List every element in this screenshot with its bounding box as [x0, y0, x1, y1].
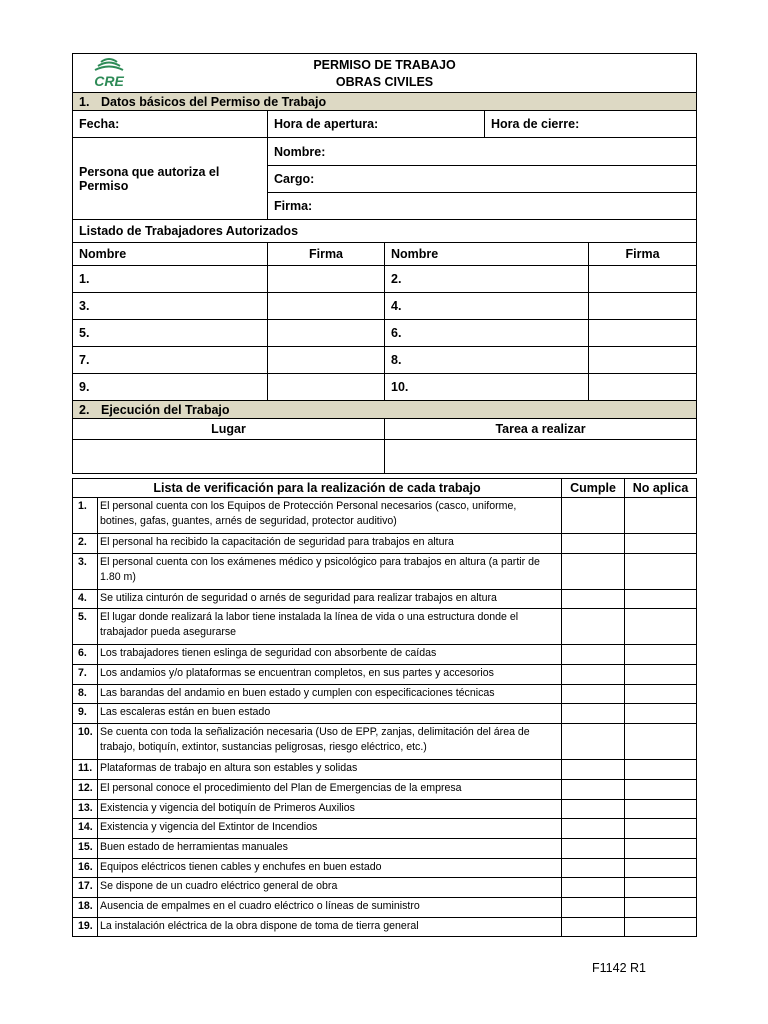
hora-cierre-field[interactable]: Hora de cierre: — [485, 111, 697, 138]
checklist-row — [73, 838, 697, 858]
checklist-item-text: Las barandas del andamio en buen estado y cumplen con especificaciones técnicas — [98, 684, 562, 704]
worker-name-cell[interactable]: 4. — [385, 293, 589, 320]
worker-row — [73, 266, 697, 293]
workers-col-nombre-right: Nombre — [385, 243, 589, 266]
checklist-row — [73, 858, 697, 878]
worker-signature-cell[interactable] — [268, 320, 385, 347]
checklist-item-text: Ausencia de empalmes en el cuadro eléctrico o líneas de suministro — [98, 897, 562, 917]
checklist-row — [73, 704, 697, 724]
checklist-row — [73, 799, 697, 819]
checklist-row — [73, 897, 697, 917]
checklist-item-number: 19. — [73, 917, 98, 937]
worker-name-cell[interactable]: 7. — [73, 347, 268, 374]
worker-name-cell[interactable]: 1. — [73, 266, 268, 293]
worker-row — [73, 293, 697, 320]
no-aplica-checkbox[interactable] — [625, 684, 697, 704]
tarea-input[interactable] — [385, 440, 697, 474]
checklist-row — [73, 609, 697, 645]
form-code: F1142 R1 — [592, 961, 646, 975]
worker-signature-cell[interactable] — [589, 266, 697, 293]
cumple-checkbox[interactable] — [562, 917, 625, 937]
checklist-row — [73, 724, 697, 760]
cumple-checkbox[interactable] — [562, 819, 625, 839]
cre-logo — [89, 56, 129, 90]
checklist-item-text: El personal cuenta con los exámenes médico y psicológico para trabajos en altura (a partir de 1.80 m) — [98, 553, 562, 589]
worker-signature-cell[interactable] — [268, 293, 385, 320]
cumple-checkbox[interactable] — [562, 498, 625, 534]
checklist-item-text: Las escaleras están en buen estado — [98, 704, 562, 724]
worker-name-cell[interactable]: 9. — [73, 374, 268, 401]
checklist-item-number: 14. — [73, 819, 98, 839]
cumple-checkbox[interactable] — [562, 645, 625, 665]
checklist-item-number: 15. — [73, 838, 98, 858]
worker-name-cell[interactable]: 6. — [385, 320, 589, 347]
cumple-checkbox[interactable] — [562, 534, 625, 554]
checklist-item-text: Existencia y vigencia del botiquín de Primeros Auxilios — [98, 799, 562, 819]
checklist-item-text: El personal cuenta con los Equipos de Protección Personal necesarios (casco, uniforme, botines, gafas, guantes, arnés de seguridad, protector auditivo) — [98, 498, 562, 534]
hora-apertura-field[interactable]: Hora de apertura: — [268, 111, 485, 138]
form-header — [73, 54, 697, 93]
worker-name-cell[interactable]: 5. — [73, 320, 268, 347]
checklist-item-number: 10. — [73, 724, 98, 760]
form-subtitle: OBRAS CIVILES — [335, 75, 434, 89]
no-aplica-checkbox[interactable] — [625, 609, 697, 645]
autoriza-cargo-field[interactable]: Cargo: — [268, 166, 697, 193]
no-aplica-checkbox[interactable] — [625, 779, 697, 799]
no-aplica-checkbox[interactable] — [625, 665, 697, 685]
checklist-row — [73, 819, 697, 839]
workers-col-firma-right: Firma — [589, 243, 697, 266]
section-1-header: 1. Datos básicos del Permiso de Trabajo — [73, 93, 697, 111]
checklist-row — [73, 534, 697, 554]
worker-signature-cell[interactable] — [268, 266, 385, 293]
checklist-item-number: 5. — [73, 609, 98, 645]
checklist-title: Lista de verificación para la realización de cada trabajo — [73, 479, 562, 498]
autoriza-firma-field[interactable]: Firma: — [268, 193, 697, 220]
checklist-item-number: 8. — [73, 684, 98, 704]
form-title: PERMISO DE TRABAJO — [313, 58, 456, 72]
tarea-header: Tarea a realizar — [385, 419, 697, 440]
workers-col-nombre-left: Nombre — [73, 243, 268, 266]
no-aplica-checkbox[interactable] — [625, 553, 697, 589]
checklist-item-text: La instalación eléctrica de la obra dispone de toma de tierra general — [98, 917, 562, 937]
cumple-checkbox[interactable] — [562, 897, 625, 917]
checklist-row — [73, 589, 697, 609]
no-aplica-checkbox[interactable] — [625, 760, 697, 780]
checklist-item-number: 9. — [73, 704, 98, 724]
no-aplica-checkbox[interactable] — [625, 897, 697, 917]
cumple-checkbox[interactable] — [562, 724, 625, 760]
checklist-row — [73, 760, 697, 780]
checklist-item-text: Buen estado de herramientas manuales — [98, 838, 562, 858]
no-aplica-checkbox[interactable] — [625, 645, 697, 665]
autoriza-nombre-field[interactable]: Nombre: — [268, 138, 697, 166]
checklist-item-text: Plataformas de trabajo en altura son estables y solidas — [98, 760, 562, 780]
no-aplica-checkbox[interactable] — [625, 534, 697, 554]
worker-signature-cell[interactable] — [268, 374, 385, 401]
checklist-item-text: Se utiliza cinturón de seguridad o arnés de seguridad para realizar trabajos en altura — [98, 589, 562, 609]
checklist-item-number: 12. — [73, 779, 98, 799]
cumple-checkbox[interactable] — [562, 858, 625, 878]
checklist-item-number: 3. — [73, 553, 98, 589]
no-aplica-checkbox[interactable] — [625, 858, 697, 878]
cumple-checkbox[interactable] — [562, 799, 625, 819]
col-cumple-header: Cumple — [562, 479, 625, 498]
checklist-item-number: 18. — [73, 897, 98, 917]
checklist-row — [73, 553, 697, 589]
cumple-checkbox[interactable] — [562, 779, 625, 799]
lugar-header: Lugar — [73, 419, 385, 440]
checklist-item-number: 2. — [73, 534, 98, 554]
cumple-checkbox[interactable] — [562, 589, 625, 609]
section-2-header: 2. Ejecución del Trabajo — [73, 401, 697, 419]
checklist-row — [73, 684, 697, 704]
cumple-checkbox[interactable] — [562, 684, 625, 704]
no-aplica-checkbox[interactable] — [625, 724, 697, 760]
checklist-item-number: 16. — [73, 858, 98, 878]
worker-name-cell[interactable]: 2. — [385, 266, 589, 293]
no-aplica-checkbox[interactable] — [625, 819, 697, 839]
checklist-row — [73, 665, 697, 685]
checklist-row — [73, 779, 697, 799]
checklist-item-number: 1. — [73, 498, 98, 534]
checklist-item-number: 17. — [73, 878, 98, 898]
checklist-item-number: 6. — [73, 645, 98, 665]
worker-row — [73, 347, 697, 374]
cumple-checkbox[interactable] — [562, 665, 625, 685]
worker-name-cell[interactable]: 3. — [73, 293, 268, 320]
worker-signature-cell[interactable] — [589, 374, 697, 401]
cumple-checkbox[interactable] — [562, 553, 625, 589]
worker-signature-cell[interactable] — [268, 347, 385, 374]
worker-row — [73, 374, 697, 401]
no-aplica-checkbox[interactable] — [625, 838, 697, 858]
checklist-item-number: 7. — [73, 665, 98, 685]
workers-col-firma-left: Firma — [268, 243, 385, 266]
no-aplica-checkbox[interactable] — [625, 878, 697, 898]
cumple-checkbox[interactable] — [562, 760, 625, 780]
checklist-table — [72, 478, 697, 937]
workers-list-title: Listado de Trabajadores Autorizados — [73, 220, 697, 243]
checklist-item-text: Equipos eléctricos tienen cables y enchufes en buen estado — [98, 858, 562, 878]
checklist-row — [73, 645, 697, 665]
worker-row — [73, 320, 697, 347]
no-aplica-checkbox[interactable] — [625, 498, 697, 534]
checklist-item-text: Los trabajadores tienen eslinga de seguridad con absorbente de caídas — [98, 645, 562, 665]
col-no-aplica-header: No aplica — [625, 479, 697, 498]
checklist-item-number: 4. — [73, 589, 98, 609]
cumple-checkbox[interactable] — [562, 838, 625, 858]
worker-name-cell[interactable]: 10. — [385, 374, 589, 401]
checklist-item-text: El personal ha recibido la capacitación de seguridad para trabajos en altura — [98, 534, 562, 554]
checklist-item-number: 13. — [73, 799, 98, 819]
checklist-item-text: Los andamios y/o plataformas se encuentran completos, en sus partes y accesorios — [98, 665, 562, 685]
permit-form-main — [72, 53, 697, 474]
no-aplica-checkbox[interactable] — [625, 799, 697, 819]
worker-name-cell[interactable]: 8. — [385, 347, 589, 374]
cumple-checkbox[interactable] — [562, 609, 625, 645]
svg-text:CRE: CRE — [94, 73, 124, 89]
lugar-input[interactable] — [73, 440, 385, 474]
worker-signature-cell[interactable] — [589, 320, 697, 347]
no-aplica-checkbox[interactable] — [625, 589, 697, 609]
checklist-item-text: Existencia y vigencia del Extintor de Incendios — [98, 819, 562, 839]
checklist-item-text: Se dispone de un cuadro eléctrico general de obra — [98, 878, 562, 898]
checklist-row — [73, 878, 697, 898]
fecha-field[interactable]: Fecha: — [73, 111, 268, 138]
worker-signature-cell[interactable] — [589, 347, 697, 374]
autoriza-label: Persona que autoriza el Permiso — [73, 138, 268, 220]
no-aplica-checkbox[interactable] — [625, 704, 697, 724]
checklist-item-text: El lugar donde realizará la labor tiene instalada la línea de vida o una estructura donde el trabajador pueda asegurarse — [98, 609, 562, 645]
no-aplica-checkbox[interactable] — [625, 917, 697, 937]
checklist-item-number: 11. — [73, 760, 98, 780]
worker-signature-cell[interactable] — [589, 293, 697, 320]
cumple-checkbox[interactable] — [562, 878, 625, 898]
checklist-row — [73, 917, 697, 937]
checklist-item-text: El personal conoce el procedimiento del Plan de Emergencias de la empresa — [98, 779, 562, 799]
cumple-checkbox[interactable] — [562, 704, 625, 724]
checklist-item-text: Se cuenta con toda la señalización necesaria (Uso de EPP, zanjas, delimitación del área de trabajo, botiquín, extintor, sustancias peligrosas, riesgo eléctrico, etc.) — [98, 724, 562, 760]
checklist-row — [73, 498, 697, 534]
